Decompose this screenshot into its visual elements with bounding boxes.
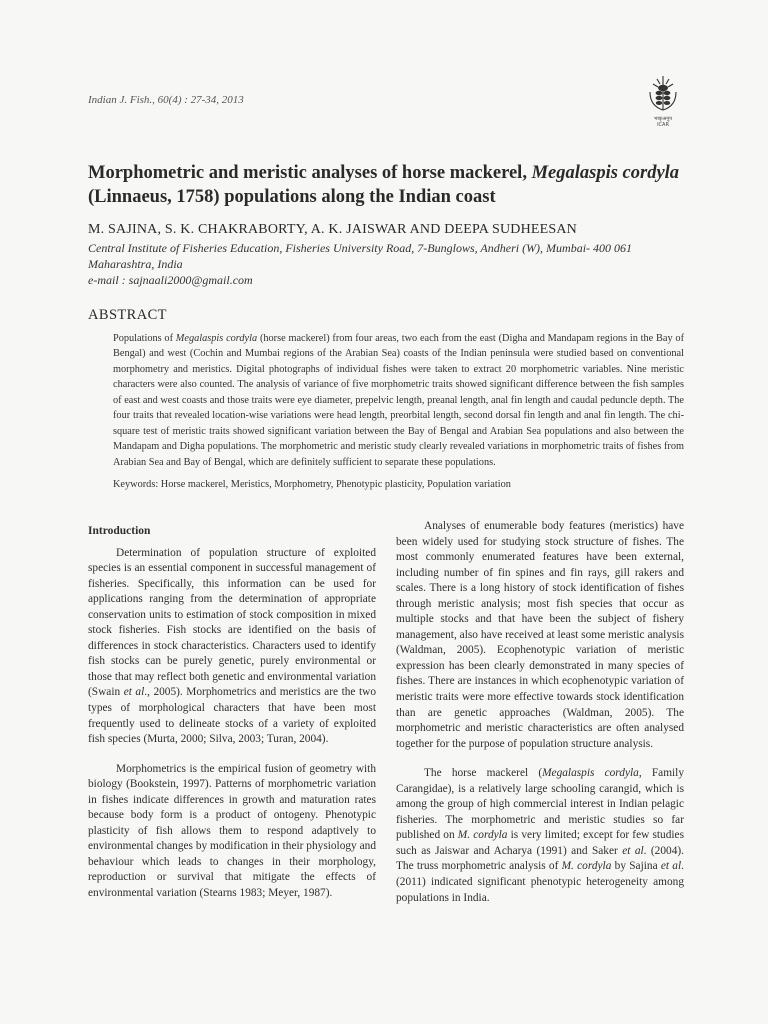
left-column: [88, 519, 376, 916]
keywords-line: Keywords: Horse mackerel, Meristics, Morphometry, Phenotypic plasticity, Population variation: [113, 479, 511, 490]
abstract-heading: ABSTRACT: [88, 307, 167, 323]
journal-citation: Indian J. Fish., 60(4) : 27-34, 2013: [88, 94, 244, 106]
author-email: e-mail : sajnaali2000@gmail.com: [88, 273, 253, 287]
introduction-heading: Introduction: [88, 525, 151, 537]
right-column: [396, 519, 684, 920]
wheat-emblem-icon: [640, 72, 686, 116]
abstract-text: Populations of Megalaspis cordyla (horse mackerel) from four areas, two each from the east (Digha and Mandapam regions in the Bay of Bengal) and west (Cochin and Mumbai regions of the Arabian Sea) coasts of the Indian peninsula were studied based on conventional morphometry and meristics. Digital photographs of individual fishes were taken to extract 20 morphometric variables. Nine meristic characters were also counted. The analysis of variance of five morphometric traits showed significant difference between the fish samples of east and west coasts and those traits were eye diameter, prepelvic length, preanal length, anal fin length and caudal peduncle depth. The four traits that revealed location-wise variations were head length, preorbital length, second dorsal fin length and anal fin length. The chi-square test of meristic traits showed significant variation between the Bay of Bengal and Arabian Sea populations and also between the Mandapam and Digha populations. The morphometric and meristic study clearly revealed variations in morphometric traits of fishes from Arabian Sea and Bay of Bengal, which are definitely sufficient to separate these populations.: [113, 333, 685, 468]
author-list: M. SAJINA, S. K. CHAKRABORTY, A. K. JAISWAR AND DEEPA SUDHEESAN: [88, 222, 577, 237]
icar-logo-icon: [640, 72, 686, 134]
logo-caption: भाकृअनुप ICAR: [653, 116, 673, 128]
intro-paragraph-3: Analyses of enumerable body features (meristics) have been widely used for studying stock structure of fishes. The most commonly enumerated features have been external, including number of fin spines and fin rays, gill rakers and scales. There is a long history of stock identification of fishes through meristic analysis; most fish species that occur as multiple stocks and that have been the subject of fishery management, also have received at least some meristic analysis (Waldman, 2005). Ecophenotypic variation of meristic expression has been clearly demonstrated in many species of fishes. There are instances in which ecophenotypic variation of meristic traits were more effective towards stock identification than are genetic approaches (Waldman, 2005). The morphometric and meristic characteristics are often analysed together for the purpose of population structure analysis.: [396, 520, 684, 750]
affiliation-line-1: Central Institute of Fisheries Education, Fisheries University Road, 7-Bunglows, Andheri (W), Mumbai- 400 061: [88, 241, 633, 255]
affiliation-line-2: Maharashtra, India: [88, 257, 183, 271]
article-title: Morphometric and meristic analyses of horse mackerel, Megalaspis cordyla (Linnaeus, 1758) populations along the Indian coast: [88, 163, 680, 207]
intro-paragraph-1: Determination of population structure of exploited species is an essential component in successful management of fisheries. Specifically, this information can be used for applications ranging from the determination of appropriate conservation units to estimation of stock composition in mixed stock fisheries. Fish stocks are identified on the basis of differences in stock characteristics. Characters used to identify fish stocks can be purely genetic, purely environmental or those that may reflect both genetic and environmental variation (Swain et al., 2005). Morphometrics and meristics are the two types of morphological characters that have been most frequently used to delineate stocks of a variety of exploited fish species (Murta, 2000; Silva, 2003; Turan, 2004).: [88, 546, 376, 746]
author-affiliation: [88, 240, 708, 288]
intro-paragraph-4: The horse mackerel (Megalaspis cordyla, Family Carangidae), is a relatively large schooling carangid, which is among the group of high commercial interest in Indian pelagic fisheries. The morphometric and meristic studies so far published on M. cordyla is very limited; except for few studies such as Jaiswar and Acharya (1991) and Saker et al. (2004). The truss morphometric analysis of M. cordyla by Sajina et al. (2011) indicated significant phenotypic heterogeneity among populations in India.: [396, 767, 684, 904]
intro-paragraph-2: Morphometrics is the empirical fusion of geometry with biology (Bookstein, 1997). Patterns of morphometric variation in fishes indicate differences in growth and maturation rates because body form is a product of ontogeny. Phenotypic plasticity of fish allows them to respond adaptively to environmental changes by modification in their physiology and behaviour which leads to changes in their morphology, reproduction or survival that mitigate the effects of environmental variation (Stearns 1983; Meyer, 1987).: [88, 762, 376, 900]
